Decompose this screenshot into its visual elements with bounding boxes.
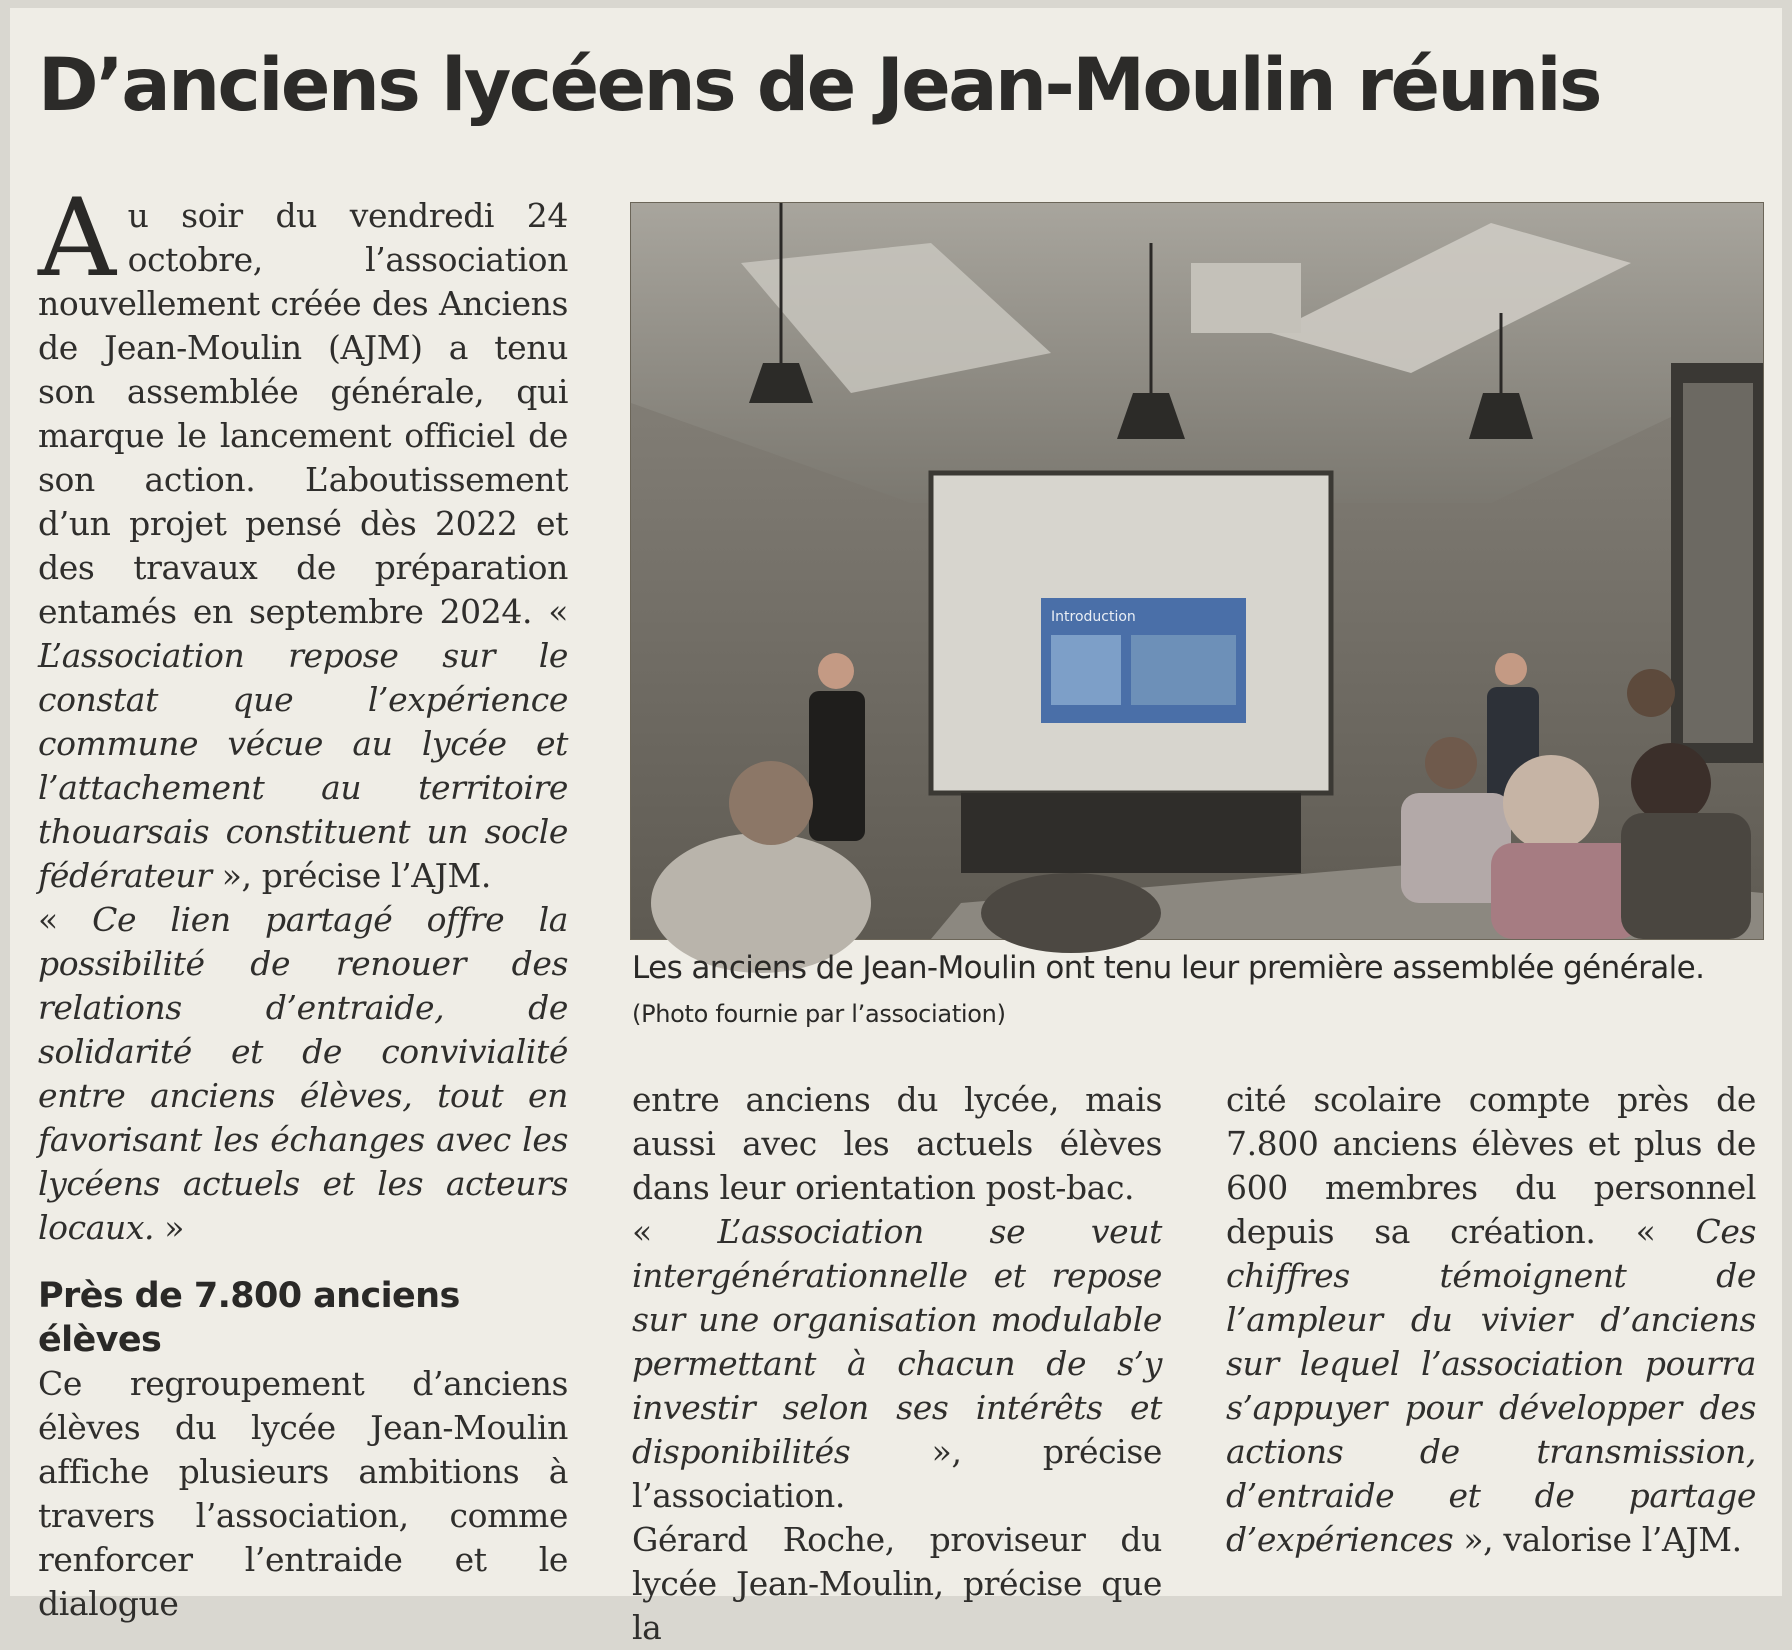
paragraph-5-cont: cité scolaire compte près de 7.800 anciens élèves et plus de 600 membres du personnel depuis sa création. « Ces chiffres témoignent de l’ampleur du vivier d’anciens sur lequel l’association pourra s’appuyer pour développer des actions de transmission, d’entraide et de partage d’expériences », valorise l’AJM. (1226, 1080, 1756, 1559)
paragraph-5-start: Gérard Roche, proviseur du lycée Jean-Moulin, précise que la (632, 1520, 1162, 1647)
headline: D’anciens lycéens de Jean-Moulin réunis (38, 43, 1600, 128)
paragraph-2: « Ce lien partagé offre la possibilité de renouer des relations d’entraide, de solidarité et de convivialité entre anciens élèves, tout en favorisant les échanges avec les lycéens actuels et les acteurs locaux. » (38, 900, 568, 1247)
photo-caption (632, 946, 1762, 1036)
paragraph-3-start: Ce regroupement d’anciens élèves du lycée Jean-Moulin affiche plusieurs ambitions à travers l’association, comme renforcer l’entraide et le dialogue (38, 1364, 568, 1623)
photo-credit: (Photo fournie par l’association) (632, 1000, 1006, 1028)
article-photo (630, 202, 1764, 940)
paragraph-4: « L’association se veut intergénérationnelle et repose sur une organisation modulable permettant à chacun de s’y investir selon ses intérêts et disponibilités », précise l’association. (632, 1212, 1162, 1515)
paragraph-3-cont: entre anciens du lycée, mais aussi avec les actuels élèves dans leur orientation post-bac. (632, 1080, 1162, 1207)
slide-title: Introduction (1051, 609, 1136, 625)
meeting-room-photo (631, 203, 1763, 939)
column-1 (38, 176, 568, 1626)
column-3 (1226, 1078, 1756, 1562)
caption-text: Les anciens de Jean-Moulin ont tenu leur première assemblée générale. (632, 950, 1705, 986)
subheading: Près de 7.800 anciens élèves (38, 1276, 460, 1360)
newspaper-clipping (10, 8, 1782, 1647)
column-2 (632, 1078, 1162, 1650)
paragraph-1: Au soir du vendredi 24 octobre, l’association nouvellement créée des Anciens de Jean-Moulin (AJM) a tenu son assemblée générale, qui marque le lancement officiel de son action. L’aboutissement d’un projet pensé dès 2022 et des travaux de préparation entamés en septembre 2024. « L’association repose sur le constat que l’expérience commune vécue au lycée et l’attachement au territoire thouarsais constituent un socle fédérateur », précise l’AJM. (38, 176, 568, 895)
drop-cap: A (38, 176, 116, 301)
